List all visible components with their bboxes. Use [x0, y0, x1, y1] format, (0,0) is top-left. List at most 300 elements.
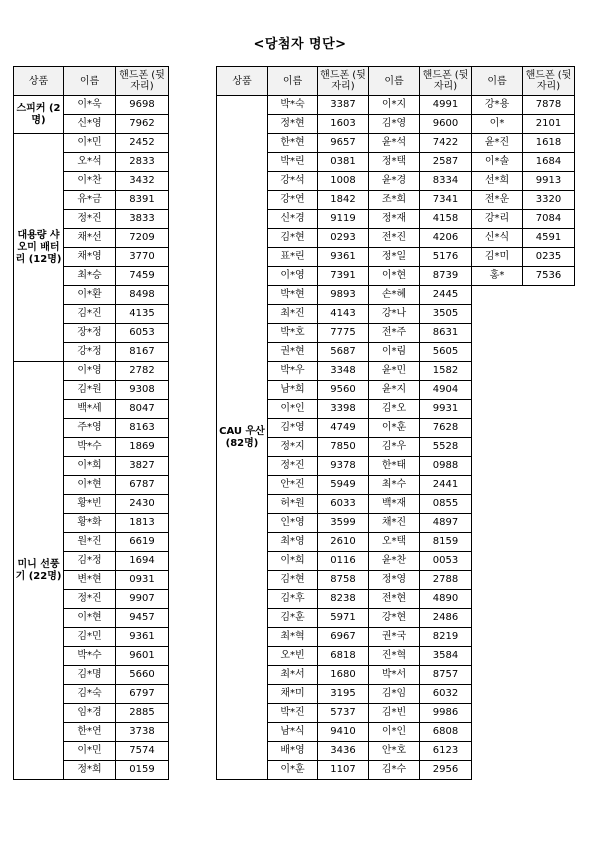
- winner-name: 김*훈: [268, 609, 318, 628]
- winner-name: 윤*지: [369, 381, 420, 400]
- winner-phone: 1813: [116, 514, 169, 533]
- winner-name: 안*호: [369, 742, 420, 761]
- winner-name: 김*임: [369, 685, 420, 704]
- empty-cell: [472, 590, 575, 609]
- winner-name: 채*진: [369, 514, 420, 533]
- winner-phone: 9361: [318, 248, 369, 267]
- table-row: [217, 704, 575, 723]
- winner-name: 오*빈: [268, 647, 318, 666]
- winner-name: 김*오: [369, 400, 420, 419]
- table-row: [217, 343, 575, 362]
- winner-phone: 4135: [116, 305, 169, 324]
- category-cell: 미니 선풍기 (22명): [14, 362, 64, 780]
- winner-phone: 7962: [116, 115, 169, 134]
- winner-name: 황*빈: [64, 495, 116, 514]
- winner-name: 한*태: [369, 457, 420, 476]
- winner-name: 한*연: [64, 723, 116, 742]
- winner-name: 강*나: [369, 305, 420, 324]
- table-row: [217, 476, 575, 495]
- table-row: [217, 533, 575, 552]
- winner-phone: 2788: [420, 571, 472, 590]
- winner-name: 이*현: [64, 609, 116, 628]
- winner-phone: 2101: [523, 115, 575, 134]
- winner-name: 이*현: [369, 267, 420, 286]
- winner-phone: 3738: [116, 723, 169, 742]
- winner-name: 배*영: [268, 742, 318, 761]
- winner-phone: 3348: [318, 362, 369, 381]
- header-phone: 핸드폰 (뒷자리): [318, 67, 369, 96]
- winner-name: 윤*석: [369, 134, 420, 153]
- header-phone: 핸드폰 (뒷자리): [420, 67, 472, 96]
- winner-name: 박*숙: [268, 96, 318, 115]
- winner-phone: 8758: [318, 571, 369, 590]
- header-row: [217, 67, 575, 96]
- winner-phone: 2782: [116, 362, 169, 381]
- winner-name: 백*재: [369, 495, 420, 514]
- winner-phone: 8739: [420, 267, 472, 286]
- table-row: [217, 153, 575, 172]
- winner-name: 김*명: [64, 666, 116, 685]
- table-row: [217, 552, 575, 571]
- winner-phone: 3505: [420, 305, 472, 324]
- winner-phone: 4991: [420, 96, 472, 115]
- winner-name: 박*우: [268, 362, 318, 381]
- winner-name: 김*원: [64, 381, 116, 400]
- winner-name: 윤*진: [472, 134, 523, 153]
- winner-phone: 8159: [420, 533, 472, 552]
- category-cell: CAU 우산 (82명): [217, 96, 268, 780]
- winner-phone: 8163: [116, 419, 169, 438]
- winner-name: 전*운: [472, 191, 523, 210]
- winner-phone: 4206: [420, 229, 472, 248]
- winner-phone: 3387: [318, 96, 369, 115]
- winner-phone: 7536: [523, 267, 575, 286]
- header-name: 이름: [268, 67, 318, 96]
- winner-name: 이*훈: [268, 761, 318, 780]
- winner-phone: 3195: [318, 685, 369, 704]
- winner-phone: 5687: [318, 343, 369, 362]
- winner-name: 정*택: [369, 153, 420, 172]
- winner-phone: 9907: [116, 590, 169, 609]
- winner-phone: 1842: [318, 191, 369, 210]
- empty-cell: [472, 647, 575, 666]
- winner-phone: 5737: [318, 704, 369, 723]
- winner-name: 김*후: [268, 590, 318, 609]
- winner-name: 정*진: [64, 210, 116, 229]
- winner-name: 김*정: [64, 552, 116, 571]
- winner-phone: 1680: [318, 666, 369, 685]
- left-winners-table: [13, 66, 169, 780]
- winner-name: 최*수: [369, 476, 420, 495]
- winner-phone: 8631: [420, 324, 472, 343]
- winner-name: 유*금: [64, 191, 116, 210]
- winner-phone: 0116: [318, 552, 369, 571]
- header-product: 상품: [217, 67, 268, 96]
- winner-phone: 1684: [523, 153, 575, 172]
- winner-name: 남*희: [268, 381, 318, 400]
- winner-phone: 4749: [318, 419, 369, 438]
- winner-phone: 7574: [116, 742, 169, 761]
- winner-name: 장*정: [64, 324, 116, 343]
- winner-name: 주*영: [64, 419, 116, 438]
- winner-name: 최*진: [268, 305, 318, 324]
- header-phone: 핸드폰 (뒷자리): [116, 67, 169, 96]
- winner-phone: 3599: [318, 514, 369, 533]
- winner-phone: 9913: [523, 172, 575, 191]
- empty-cell: [472, 628, 575, 647]
- winner-phone: 5605: [420, 343, 472, 362]
- winner-phone: 6033: [318, 495, 369, 514]
- winner-phone: 7341: [420, 191, 472, 210]
- winner-name: 권*국: [369, 628, 420, 647]
- winner-name: 이*인: [369, 723, 420, 742]
- winner-phone: 4591: [523, 229, 575, 248]
- winner-name: 백*세: [64, 400, 116, 419]
- winner-name: 최*승: [64, 267, 116, 286]
- empty-cell: [472, 704, 575, 723]
- table-row: [217, 514, 575, 533]
- table-row: [217, 210, 575, 229]
- winner-name: 선*희: [472, 172, 523, 191]
- winner-name: 이*영: [268, 267, 318, 286]
- winner-phone: 9698: [116, 96, 169, 115]
- winner-phone: 0053: [420, 552, 472, 571]
- winner-phone: 6818: [318, 647, 369, 666]
- winner-name: 안*진: [268, 476, 318, 495]
- winner-name: 김*영: [369, 115, 420, 134]
- winner-phone: 6797: [116, 685, 169, 704]
- winner-phone: 9119: [318, 210, 369, 229]
- winner-name: 김*미: [472, 248, 523, 267]
- winner-phone: 3770: [116, 248, 169, 267]
- right-winners-table: [216, 66, 575, 780]
- winner-name: 손*혜: [369, 286, 420, 305]
- winner-name: 김*영: [268, 419, 318, 438]
- winner-name: 이*환: [64, 286, 116, 305]
- right-table-body: [217, 96, 575, 780]
- winner-name: 이*솔: [472, 153, 523, 172]
- winner-phone: 3833: [116, 210, 169, 229]
- winner-name: 이*훈: [369, 419, 420, 438]
- winner-name: 윤*찬: [369, 552, 420, 571]
- winner-name: 이*영: [64, 362, 116, 381]
- winner-name: 박*서: [369, 666, 420, 685]
- winner-phone: 2445: [420, 286, 472, 305]
- winner-name: 이*현: [64, 476, 116, 495]
- winner-phone: 3827: [116, 457, 169, 476]
- table-row: [217, 419, 575, 438]
- winner-phone: 9931: [420, 400, 472, 419]
- table-row: [217, 666, 575, 685]
- winner-name: 김*진: [64, 305, 116, 324]
- table-row: [217, 381, 575, 400]
- winner-name: 윤*민: [369, 362, 420, 381]
- winner-name: 강*현: [369, 609, 420, 628]
- winner-name: 박*린: [268, 153, 318, 172]
- winner-name: 이*: [472, 115, 523, 134]
- winner-phone: 7084: [523, 210, 575, 229]
- winner-name: 표*린: [268, 248, 318, 267]
- winner-name: 이*희: [268, 552, 318, 571]
- winner-name: 이*욱: [64, 96, 116, 115]
- winner-name: 채*영: [64, 248, 116, 267]
- winner-phone: 5176: [420, 248, 472, 267]
- winner-name: 김*현: [268, 229, 318, 248]
- winner-name: 강*정: [64, 343, 116, 362]
- table-row: [217, 628, 575, 647]
- winner-phone: 9601: [116, 647, 169, 666]
- winner-name: 최*혁: [268, 628, 318, 647]
- empty-cell: [472, 400, 575, 419]
- winner-name: 홍*: [472, 267, 523, 286]
- winner-phone: 9560: [318, 381, 369, 400]
- winner-phone: 2885: [116, 704, 169, 723]
- winner-name: 전*현: [369, 590, 420, 609]
- winner-name: 윤*경: [369, 172, 420, 191]
- winner-name: 신*영: [64, 115, 116, 134]
- table-row: [14, 134, 169, 153]
- table-row: [217, 457, 575, 476]
- winner-name: 신*경: [268, 210, 318, 229]
- winner-phone: 7775: [318, 324, 369, 343]
- winner-name: 강*용: [472, 96, 523, 115]
- table-row: [217, 761, 575, 780]
- winner-phone: 4890: [420, 590, 472, 609]
- winner-name: 채*선: [64, 229, 116, 248]
- table-row: [217, 742, 575, 761]
- winner-name: 인*영: [268, 514, 318, 533]
- empty-cell: [472, 742, 575, 761]
- winner-name: 조*희: [369, 191, 420, 210]
- winner-phone: 2430: [116, 495, 169, 514]
- winner-name: 임*경: [64, 704, 116, 723]
- winner-name: 김*빈: [369, 704, 420, 723]
- winner-phone: 6053: [116, 324, 169, 343]
- winner-phone: 1869: [116, 438, 169, 457]
- winner-name: 정*진: [64, 590, 116, 609]
- empty-cell: [472, 571, 575, 590]
- winner-phone: 8219: [420, 628, 472, 647]
- left-table-body: [14, 96, 169, 780]
- winner-name: 강*리: [472, 210, 523, 229]
- empty-cell: [472, 552, 575, 571]
- winner-phone: 0855: [420, 495, 472, 514]
- winner-phone: 5660: [116, 666, 169, 685]
- winner-phone: 8391: [116, 191, 169, 210]
- winner-phone: 8238: [318, 590, 369, 609]
- winner-phone: 8498: [116, 286, 169, 305]
- empty-cell: [472, 514, 575, 533]
- winner-name: 전*주: [369, 324, 420, 343]
- winner-phone: 0293: [318, 229, 369, 248]
- table-row: [217, 324, 575, 343]
- category-cell: 스피커 (2명): [14, 96, 64, 134]
- winner-phone: 2587: [420, 153, 472, 172]
- winner-phone: 1618: [523, 134, 575, 153]
- winner-name: 신*식: [472, 229, 523, 248]
- winner-phone: 4904: [420, 381, 472, 400]
- table-row: [217, 248, 575, 267]
- winner-name: 이*민: [64, 134, 116, 153]
- winner-name: 정*지: [268, 438, 318, 457]
- table-row: [217, 571, 575, 590]
- empty-cell: [472, 343, 575, 362]
- winner-phone: 0381: [318, 153, 369, 172]
- winner-name: 김*숙: [64, 685, 116, 704]
- winner-name: 채*미: [268, 685, 318, 704]
- winner-phone: 9893: [318, 286, 369, 305]
- winner-phone: 6619: [116, 533, 169, 552]
- winner-name: 이*지: [369, 96, 420, 115]
- winner-phone: 9600: [420, 115, 472, 134]
- table-row: [217, 362, 575, 381]
- table-row: [217, 286, 575, 305]
- empty-cell: [472, 286, 575, 305]
- winner-name: 이*인: [268, 400, 318, 419]
- winner-name: 이*림: [369, 343, 420, 362]
- table-row: [217, 495, 575, 514]
- empty-cell: [472, 419, 575, 438]
- page-title: <당첨자 명단>: [253, 37, 347, 52]
- winner-name: 정*영: [369, 571, 420, 590]
- winner-phone: 5949: [318, 476, 369, 495]
- winner-phone: 3320: [523, 191, 575, 210]
- table-row: [217, 96, 575, 115]
- winner-name: 강*석: [268, 172, 318, 191]
- winner-name: 강*연: [268, 191, 318, 210]
- winner-name: 진*혁: [369, 647, 420, 666]
- winner-name: 변*현: [64, 571, 116, 590]
- winner-name: 박*호: [268, 324, 318, 343]
- winner-phone: 7850: [318, 438, 369, 457]
- winner-name: 정*현: [268, 115, 318, 134]
- winner-name: 이*희: [64, 457, 116, 476]
- winner-phone: 2956: [420, 761, 472, 780]
- empty-cell: [472, 362, 575, 381]
- empty-cell: [472, 324, 575, 343]
- table-row: [217, 723, 575, 742]
- winner-name: 박*현: [268, 286, 318, 305]
- empty-cell: [472, 761, 575, 780]
- empty-cell: [472, 685, 575, 704]
- table-row: [217, 647, 575, 666]
- table-row: [217, 685, 575, 704]
- winner-phone: 7422: [420, 134, 472, 153]
- table-row: [217, 191, 575, 210]
- winner-phone: 4143: [318, 305, 369, 324]
- table-row: [14, 362, 169, 381]
- table-row: [14, 96, 169, 115]
- empty-cell: [472, 476, 575, 495]
- table-row: [217, 115, 575, 134]
- empty-cell: [472, 723, 575, 742]
- winner-name: 최*서: [268, 666, 318, 685]
- empty-cell: [472, 666, 575, 685]
- winner-phone: 9308: [116, 381, 169, 400]
- winner-phone: 2441: [420, 476, 472, 495]
- winner-name: 김*현: [268, 571, 318, 590]
- winner-phone: 3584: [420, 647, 472, 666]
- table-row: [217, 400, 575, 419]
- empty-cell: [472, 533, 575, 552]
- header-name: 이름: [472, 67, 523, 96]
- winner-phone: 6967: [318, 628, 369, 647]
- empty-cell: [472, 438, 575, 457]
- winner-name: 김*우: [369, 438, 420, 457]
- table-row: [217, 609, 575, 628]
- header-row: [14, 67, 169, 96]
- winner-name: 김*수: [369, 761, 420, 780]
- winner-name: 허*원: [268, 495, 318, 514]
- empty-cell: [472, 495, 575, 514]
- empty-cell: [472, 381, 575, 400]
- winner-name: 권*현: [268, 343, 318, 362]
- winner-name: 김*민: [64, 628, 116, 647]
- winner-name: 정*재: [369, 210, 420, 229]
- winner-phone: 5971: [318, 609, 369, 628]
- winner-phone: 0235: [523, 248, 575, 267]
- winner-name: 한*현: [268, 134, 318, 153]
- winner-name: 최*영: [268, 533, 318, 552]
- winner-phone: 2833: [116, 153, 169, 172]
- empty-cell: [472, 457, 575, 476]
- winner-name: 오*석: [64, 153, 116, 172]
- winner-phone: 9986: [420, 704, 472, 723]
- winner-phone: 4158: [420, 210, 472, 229]
- winner-phone: 9410: [318, 723, 369, 742]
- winner-phone: 2486: [420, 609, 472, 628]
- winner-phone: 7209: [116, 229, 169, 248]
- winner-name: 박*진: [268, 704, 318, 723]
- header-name: 이름: [369, 67, 420, 96]
- winner-name: 정*일: [369, 248, 420, 267]
- winner-phone: 6787: [116, 476, 169, 495]
- winner-phone: 6808: [420, 723, 472, 742]
- winner-phone: 9378: [318, 457, 369, 476]
- table-row: [217, 267, 575, 286]
- winner-name: 이*민: [64, 742, 116, 761]
- table-row: [217, 172, 575, 191]
- winner-phone: 9657: [318, 134, 369, 153]
- empty-cell: [472, 305, 575, 324]
- table-row: [217, 134, 575, 153]
- winner-phone: 1694: [116, 552, 169, 571]
- winner-phone: 0988: [420, 457, 472, 476]
- winner-name: 원*진: [64, 533, 116, 552]
- winner-phone: 9457: [116, 609, 169, 628]
- winner-name: 정*진: [268, 457, 318, 476]
- winner-phone: 1603: [318, 115, 369, 134]
- header-name: 이름: [64, 67, 116, 96]
- winner-phone: 1008: [318, 172, 369, 191]
- table-row: [217, 229, 575, 248]
- table-row: [217, 305, 575, 324]
- winner-name: 황*화: [64, 514, 116, 533]
- winner-name: 이*찬: [64, 172, 116, 191]
- winner-phone: 6123: [420, 742, 472, 761]
- winner-phone: 7391: [318, 267, 369, 286]
- winner-phone: 8047: [116, 400, 169, 419]
- table-row: [217, 438, 575, 457]
- empty-cell: [472, 609, 575, 628]
- winner-phone: 3436: [318, 742, 369, 761]
- winner-name: 남*식: [268, 723, 318, 742]
- winner-phone: 8334: [420, 172, 472, 191]
- winner-phone: 2452: [116, 134, 169, 153]
- table-row: [217, 590, 575, 609]
- winner-phone: 4897: [420, 514, 472, 533]
- winner-phone: 8167: [116, 343, 169, 362]
